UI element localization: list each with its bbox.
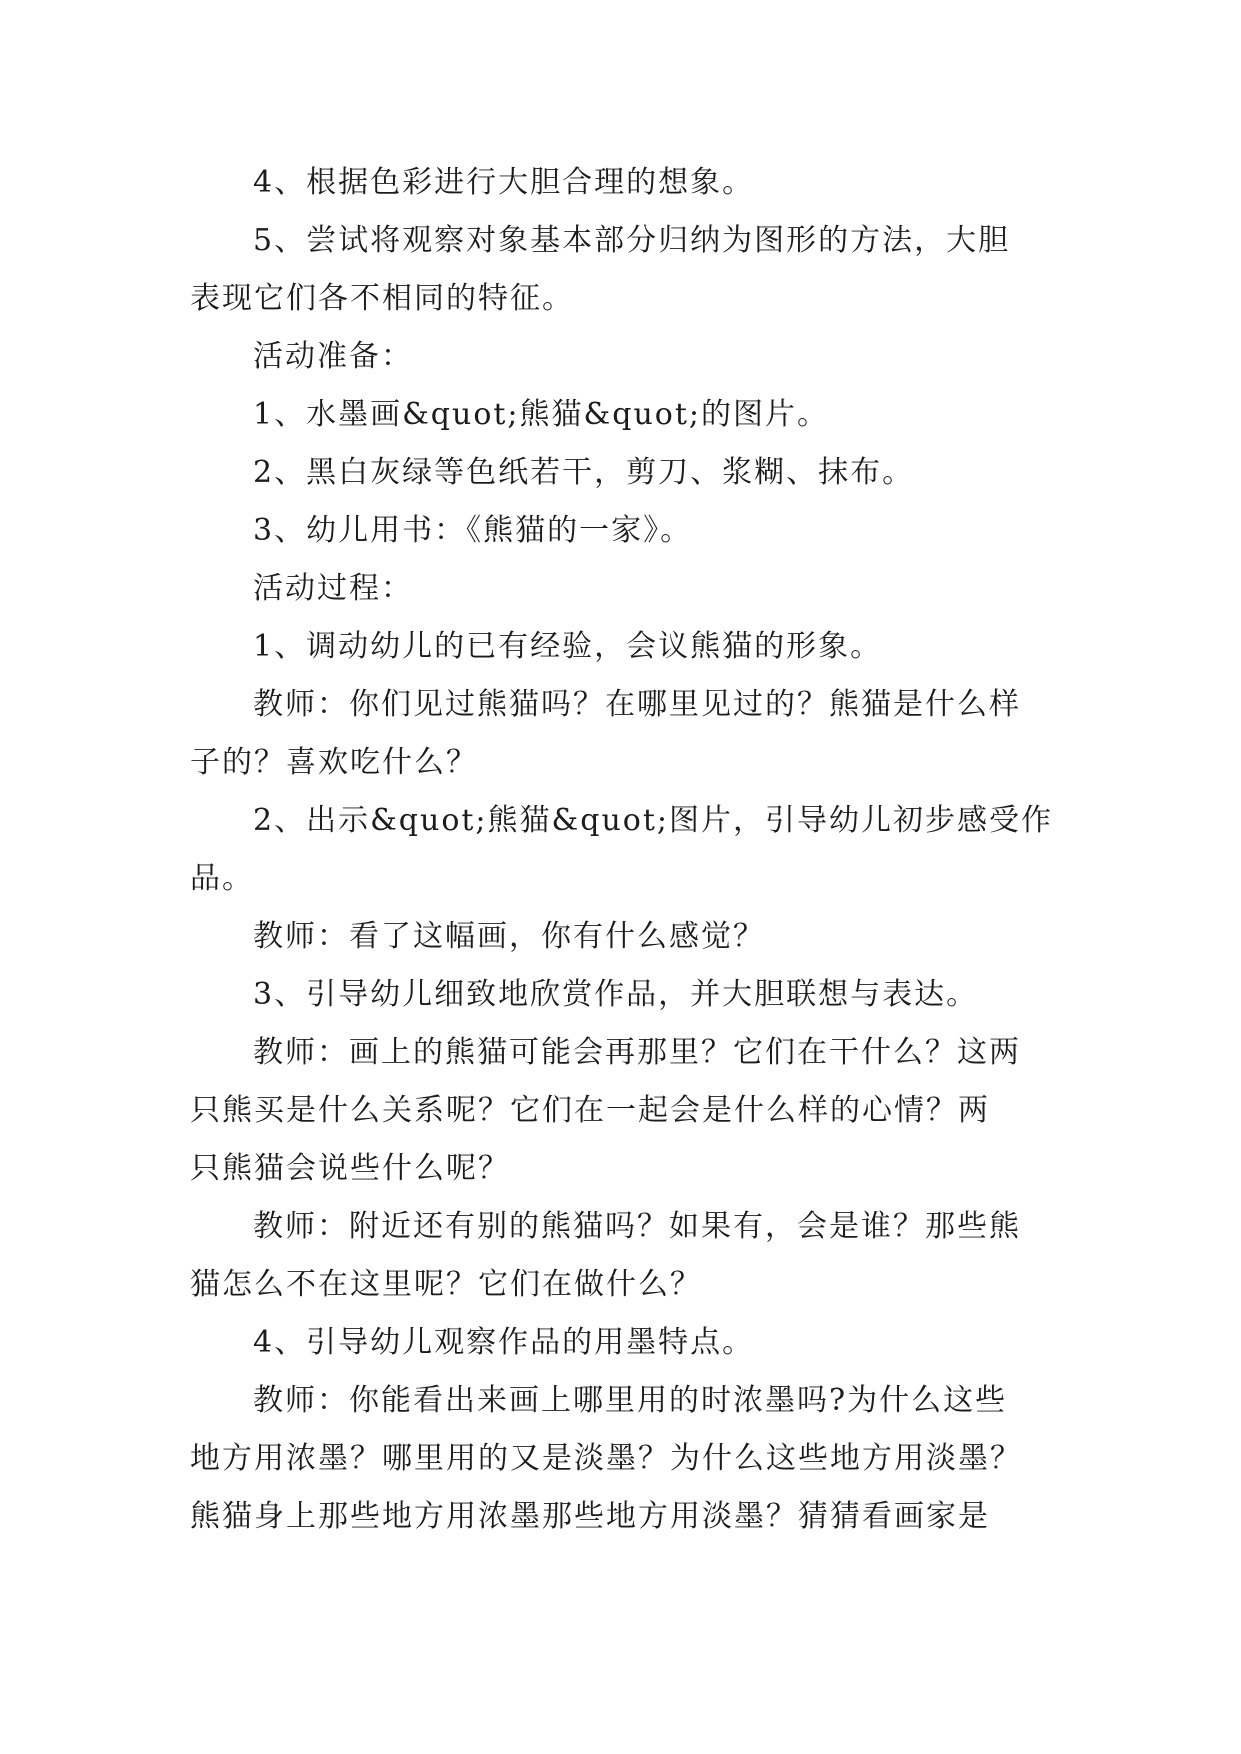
text-line: 教师：你们见过熊猫吗？在哪里见过的？熊猫是什么样 — [253, 687, 1021, 722]
text-line: 教师：画上的熊猫可能会再那里？它们在干什么？这两 — [253, 1035, 1021, 1070]
text-line: 4、引导幼儿观察作品的用墨特点。 — [253, 1325, 755, 1360]
text-line: 4、根据色彩进行大胆合理的想象。 — [253, 165, 755, 200]
text-line: 1、调动幼儿的已有经验，会议熊猫的形象。 — [253, 629, 883, 664]
paragraph — [190, 618, 1091, 676]
paragraph — [190, 1372, 1091, 1546]
paragraph — [190, 444, 1091, 502]
text-line: 品。 — [190, 861, 254, 896]
text-line: 子的？喜欢吃什么？ — [190, 745, 478, 780]
text-line: 活动过程： — [253, 571, 413, 606]
paragraph — [190, 676, 1091, 792]
paragraph — [190, 908, 1091, 966]
paragraph — [190, 154, 1091, 212]
paragraph — [190, 386, 1091, 444]
paragraph — [190, 1198, 1091, 1314]
text-line: 表现它们各不相同的特征。 — [190, 281, 574, 316]
text-line: 教师：你能看出来画上哪里用的时浓墨吗?为什么这些 — [253, 1383, 1008, 1418]
text-line: 3、引导幼儿细致地欣赏作品，并大胆联想与表达。 — [253, 977, 979, 1012]
text-line: 5、尝试将观察对象基本部分归纳为图形的方法，大胆 — [253, 223, 1011, 258]
text-line: 3、幼儿用书：《熊猫的一家》。 — [253, 513, 693, 548]
text-line: 2、出示&quot;熊猫&quot;图片，引导幼儿初步感受作 — [253, 803, 1053, 838]
text-line: 2、黑白灰绿等色纸若干，剪刀、浆糊、抹布。 — [253, 455, 915, 490]
paragraph — [190, 212, 1091, 328]
paragraph — [190, 1314, 1091, 1372]
paragraph — [190, 1024, 1091, 1198]
section-heading — [190, 328, 1091, 386]
text-line: 地方用浓墨？哪里用的又是淡墨？为什么这些地方用淡墨？ — [190, 1441, 1022, 1476]
text-line: 只熊猫会说些什么呢？ — [190, 1151, 510, 1186]
text-line: 只熊买是什么关系呢？它们在一起会是什么样的心情？两 — [190, 1093, 990, 1128]
text-line: 教师：附近还有别的熊猫吗？如果有，会是谁？那些熊 — [253, 1209, 1021, 1244]
paragraph — [190, 792, 1091, 908]
text-line: 教师：看了这幅画，你有什么感觉？ — [253, 919, 765, 954]
text-line: 活动准备： — [253, 339, 413, 374]
text-line: 1、水墨画&quot;熊猫&quot;的图片。 — [253, 397, 829, 432]
text-line: 熊猫身上那些地方用浓墨那些地方用淡墨？猜猜看画家是 — [190, 1499, 990, 1534]
section-heading — [190, 560, 1091, 618]
text-line: 猫怎么不在这里呢？它们在做什么？ — [190, 1267, 702, 1302]
paragraph — [190, 502, 1091, 560]
paragraph — [190, 966, 1091, 1024]
